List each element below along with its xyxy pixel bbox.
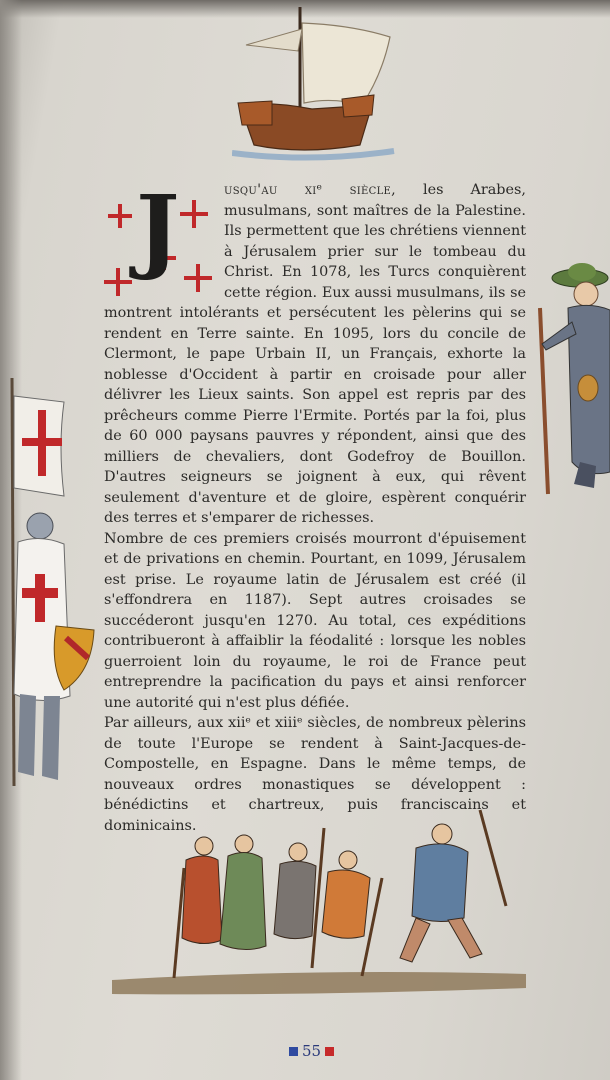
page-number-text: 55 (302, 1042, 322, 1060)
walking-pilgrim-illustration (528, 262, 610, 502)
crusader-knight-illustration (0, 376, 100, 796)
pilgrims-procession-illustration (112, 808, 532, 1000)
red-square-ornament (325, 1047, 334, 1056)
opening-smallcaps: usqu'au xiᵉ siècle, (224, 182, 397, 198)
paragraph-3: Par ailleurs, aux xiiᵉ et xiiiᵉ siècles, de nombreux pèlerins de toute l'Europe se rendent à Saint-Jacques-de-Compostelle, en Espagne. Dans le même temps, de nouveaux ordres monastiques se développent : bénédictins et chartreux, puis franciscains et dominicains. (104, 715, 526, 834)
paragraph-1: les Arabes, musulmans, sont maîtres de la Palestine. Ils permettent que les chrétiens viennent à Jérusalem prier sur le tombeau du Christ. En 1078, les Turcs conquièrent cette région. Eux aussi musulmans, ils se montrent intolérants et persécutent les pèlerins qui se rendent en Terre sainte. En 1095, lors du concile de Clermont, le pape Urbain II, un Français, exhorte la noblesse d'Occident à partir en croisade pour aller délivrer les Lieux saints. Son appel est repris par des prêcheurs comme Pierre l'Ermite. Portés par la foi, plus de 60 000 paysans pauvres y répondent, ainsi que des milliers de chevaliers, dont Godefroy de Bouillon. D'autres seigneurs se joignent à eux, qui rêvent seulement d'aventure et de gloire, espèrent conquérir des terres et s'emparer de richesses. (104, 182, 526, 526)
dropcap (104, 175, 216, 296)
paragraph-2: Nombre de ces premiers croisés mourront d'épuisement et de privations en chemin. Pourtant, en 1099, Jérusalem est prise. Le royaume latin de Jérusalem est créé (il s'effondrera en 1187). Sept autres croisades se succéderont jusqu'en 1270. Au total, ces expéditions contribueront à affaiblir la féodalité : lorsque les nobles guerroient loin du royaume, le roi de France peut entreprendre la pacification du pays et ainsi renforcer une autorité qui n'est plus défiée. (104, 530, 526, 711)
main-text (104, 175, 526, 836)
blue-square-ornament (289, 1047, 298, 1056)
dropcap-letter: J (136, 175, 180, 283)
page-number (289, 1042, 334, 1060)
sailing-ship-illustration (232, 5, 397, 165)
